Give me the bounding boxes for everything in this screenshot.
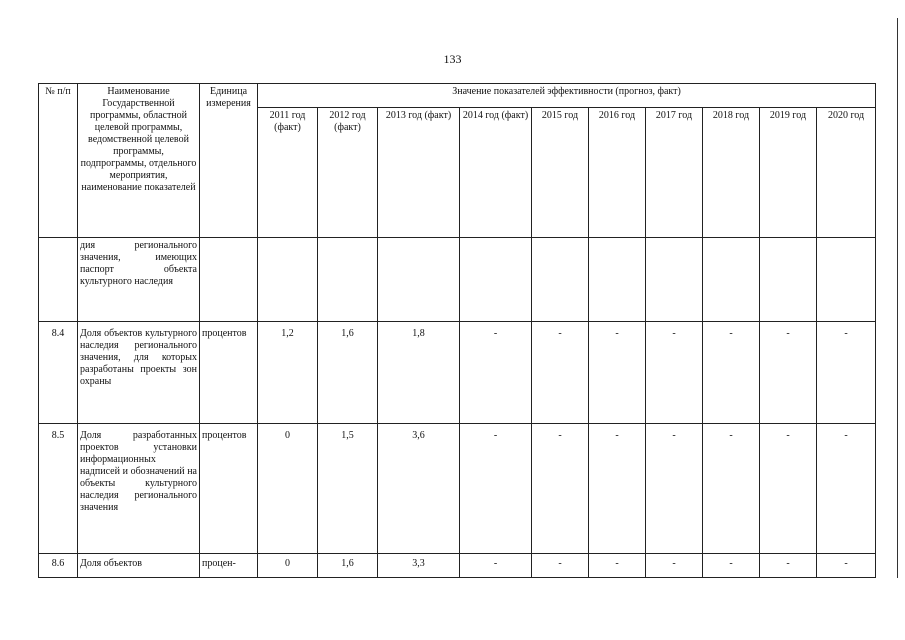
row-value: -: [589, 322, 646, 424]
row-value: -: [817, 424, 876, 554]
page-number: 133: [443, 52, 462, 66]
row-name: дия регионального значения, имеющих паспорт объекта культурного наследия: [78, 238, 200, 322]
row-num: 8.4: [39, 322, 78, 424]
row-value: 1,6: [318, 554, 378, 578]
header-year: 2017 год: [646, 108, 703, 238]
row-value: [817, 238, 876, 322]
table-row: [39, 322, 876, 424]
row-value: -: [760, 554, 817, 578]
header-year: 2019 год: [760, 108, 817, 238]
header-year: 2020 год: [817, 108, 876, 238]
row-value: -: [532, 322, 589, 424]
row-value: -: [817, 554, 876, 578]
header-unit: Единица измерения: [200, 84, 258, 238]
table-row: [39, 424, 876, 554]
header-year: 2012 год (факт): [318, 108, 378, 238]
indicators-table: [38, 83, 876, 578]
row-value: -: [532, 554, 589, 578]
row-value: -: [589, 424, 646, 554]
row-value: -: [703, 322, 760, 424]
row-unit: процентов: [200, 322, 258, 424]
row-value: 0: [258, 554, 318, 578]
row-value: -: [589, 554, 646, 578]
row-value: 3,6: [378, 424, 460, 554]
header-year: 2014 год (факт): [460, 108, 532, 238]
row-value: [460, 238, 532, 322]
row-unit: [200, 238, 258, 322]
row-value: [258, 238, 318, 322]
header-row-top: [39, 84, 876, 108]
table-row: [39, 238, 876, 322]
row-num: 8.5: [39, 424, 78, 554]
row-value: -: [646, 554, 703, 578]
row-value: [703, 238, 760, 322]
row-unit: процентов: [200, 424, 258, 554]
row-value: 1,6: [318, 322, 378, 424]
page-edge-rule: [897, 18, 898, 578]
row-name: Доля разработанных проектов установки информационных надписей и обозначений на объекты культурного наследия регионального значения: [78, 424, 200, 554]
row-value: -: [703, 424, 760, 554]
row-num: [39, 238, 78, 322]
row-value: [318, 238, 378, 322]
row-value: 3,3: [378, 554, 460, 578]
header-year: 2011 год (факт): [258, 108, 318, 238]
row-value: -: [760, 322, 817, 424]
table-row: [39, 554, 876, 578]
row-name: Доля объектов: [78, 554, 200, 578]
row-value: -: [703, 554, 760, 578]
row-unit: процен-: [200, 554, 258, 578]
header-year: 2015 год: [532, 108, 589, 238]
row-value: [532, 238, 589, 322]
header-num: № п/п: [39, 84, 78, 238]
row-name: Доля объектов культурного наследия регионального значения, для которых разработаны проекты зон охраны: [78, 322, 200, 424]
row-value: [760, 238, 817, 322]
header-year: 2018 год: [703, 108, 760, 238]
row-value: 0: [258, 424, 318, 554]
row-value: 1,5: [318, 424, 378, 554]
row-value: -: [460, 424, 532, 554]
row-value: -: [460, 554, 532, 578]
header-year: 2016 год: [589, 108, 646, 238]
row-value: [378, 238, 460, 322]
row-value: -: [817, 322, 876, 424]
row-value: -: [646, 322, 703, 424]
row-value: -: [532, 424, 589, 554]
header-name: Наименование Государственной программы, областной целевой программы, ведомственной целевой программы, подпрограммы, отдельного мероприятия, наименование показателей: [78, 84, 200, 238]
row-value: [646, 238, 703, 322]
header-year: 2013 год (факт): [378, 108, 460, 238]
row-num: 8.6: [39, 554, 78, 578]
row-value: 1,8: [378, 322, 460, 424]
row-value: -: [646, 424, 703, 554]
row-value: 1,2: [258, 322, 318, 424]
row-value: [589, 238, 646, 322]
row-value: -: [460, 322, 532, 424]
row-value: -: [760, 424, 817, 554]
header-values-title: Значение показателей эффективности (прогноз, факт): [258, 84, 876, 108]
